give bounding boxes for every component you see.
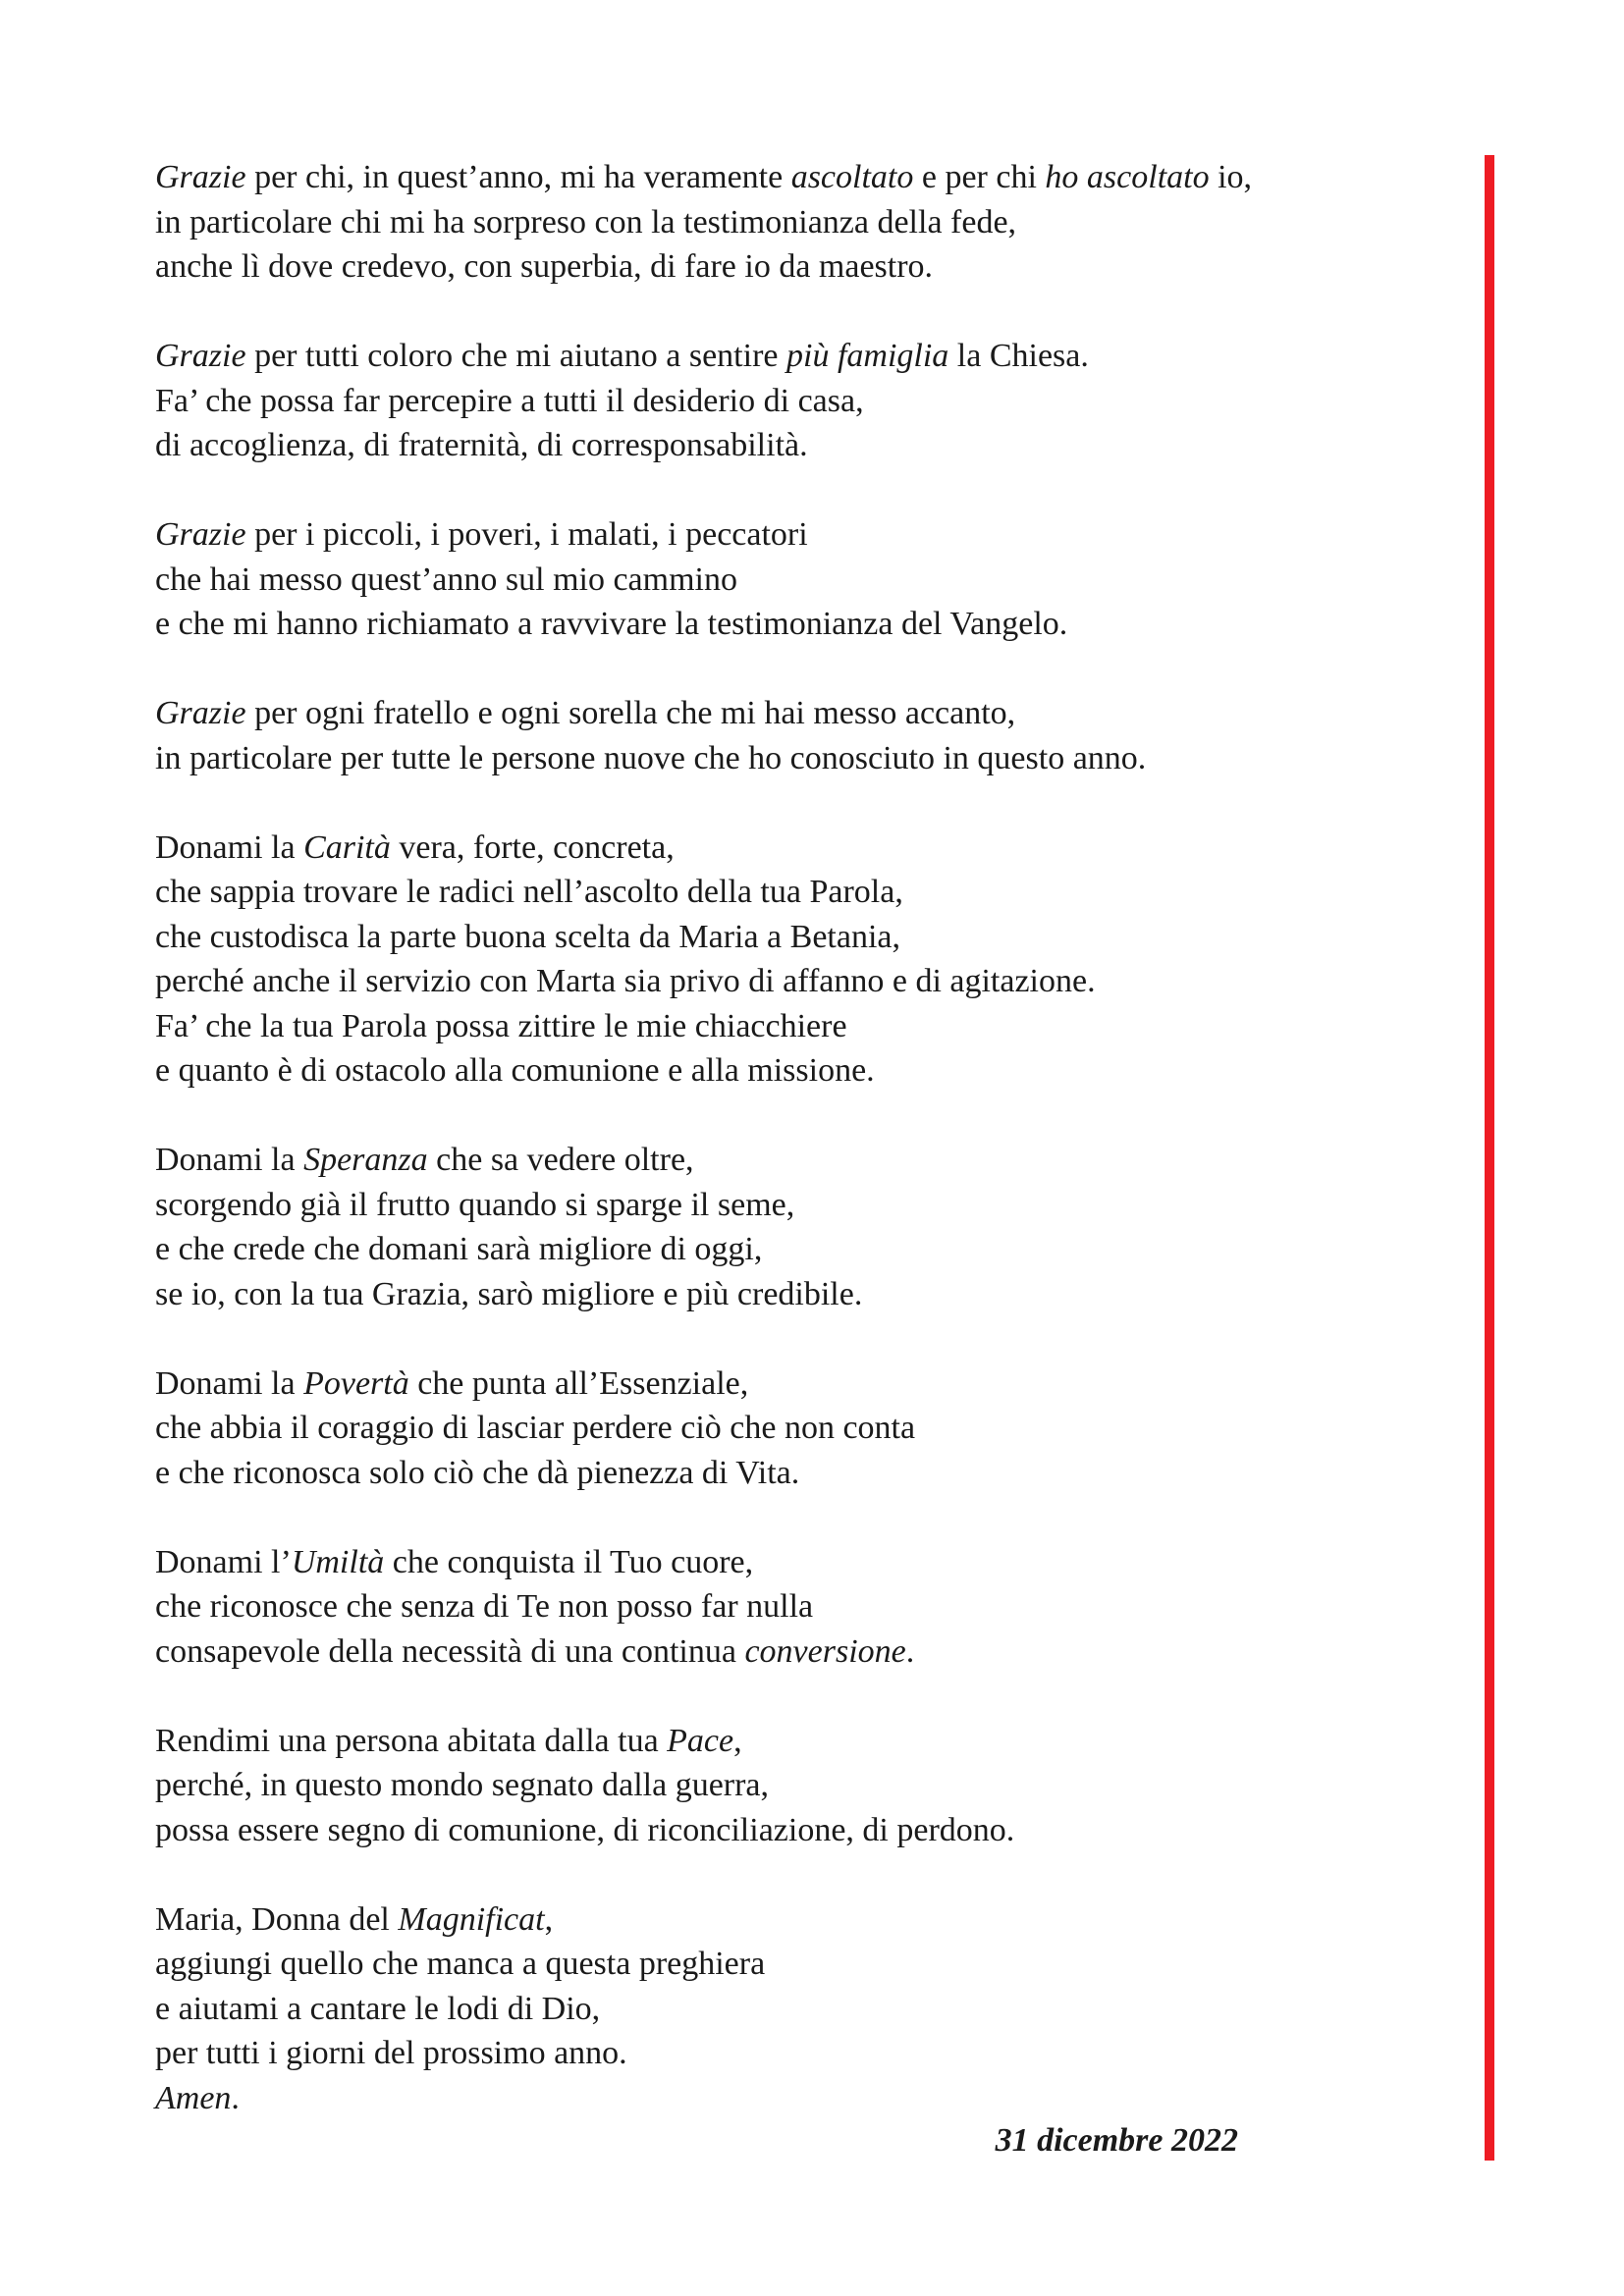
verse-line: [155, 691, 1432, 736]
verse-line: [155, 1138, 1432, 1183]
text-run: consapevole della necessità di una continua: [155, 1632, 745, 1670]
italic-run: Grazie: [155, 338, 246, 374]
verse-line: [155, 1406, 1432, 1451]
text-run: e che mi hanno richiamato a ravvivare la testimonianza del Vangelo.: [155, 606, 1068, 642]
text-run: che punta all’Essenziale,: [408, 1364, 749, 1402]
verse-line: [155, 1897, 1432, 1943]
italic-run: più famiglia: [786, 338, 949, 374]
text-run: anche lì dove credevo, con superbia, di fare io da maestro.: [155, 248, 934, 285]
italic-run: Grazie: [155, 516, 246, 553]
text-run: e aiutami a cantare le lodi di Dio,: [155, 1990, 601, 2027]
text-run: Fa’ che la tua Parola possa zittire le mie chiacchiere: [155, 1007, 847, 1044]
verse-line: [155, 1987, 1432, 2032]
italic-run: conversione: [744, 1632, 906, 1670]
text-run: aggiungi quello che manca a questa preghiera: [155, 1946, 766, 1982]
verse-line: [155, 1362, 1432, 1407]
italic-run: Umiltà: [291, 1543, 385, 1580]
text-run: Maria, Donna del: [155, 1900, 399, 1938]
verse-line: [155, 1227, 1432, 1272]
stanza: [155, 691, 1432, 780]
verse-line: [155, 1540, 1432, 1585]
stanza: [155, 1540, 1432, 1675]
verse-line: [155, 1451, 1432, 1496]
text-run: scorgendo già il frutto quando si sparge il seme,: [155, 1186, 795, 1223]
verse-line: [155, 2076, 1432, 2121]
verse-line: [155, 602, 1432, 647]
verse-line: [155, 826, 1432, 871]
verse-line: [155, 1272, 1432, 1317]
text-run: di accoglienza, di fraternità, di corresponsabilità.: [155, 427, 808, 463]
text-run: la Chiesa.: [948, 338, 1089, 374]
text-run: per ogni fratello e ogni sorella che mi hai messo accanto,: [245, 695, 1016, 731]
verse-line: [155, 1942, 1432, 1987]
verse-line: [155, 423, 1432, 468]
text-run: .: [905, 1632, 915, 1670]
text-run: che riconosce che senza di Te non posso far nulla: [155, 1588, 814, 1625]
verse-line: [155, 1763, 1432, 1808]
italic-run: Magnificat: [398, 1900, 545, 1938]
stanza: [155, 512, 1432, 647]
verse-line: [155, 2031, 1432, 2076]
text-run: per tutti i giorni del prossimo anno.: [155, 2035, 627, 2071]
text-run: per chi, in quest’anno, mi ha veramente: [245, 159, 791, 195]
verse-line: [155, 558, 1432, 603]
text-run: Rendimi una persona abitata dalla tua: [155, 1722, 668, 1759]
text-run: e che riconosca solo ciò che dà pienezza di Vita.: [155, 1454, 800, 1491]
verse-line: [155, 1004, 1432, 1049]
text-run: e per chi: [913, 159, 1046, 195]
stanza: [155, 1719, 1432, 1853]
verse-line: [155, 1808, 1432, 1853]
text-run: in particolare per tutte le persone nuove che ho conosciuto in questo anno.: [155, 739, 1147, 776]
italic-run: Amen: [155, 2079, 232, 2116]
italic-run: Povertà: [303, 1364, 409, 1402]
italic-run: ho ascoltato: [1045, 159, 1210, 195]
italic-run: Grazie: [155, 695, 246, 731]
verse-line: [155, 155, 1432, 200]
text-run: Donami la: [155, 828, 304, 866]
text-run: Donami la: [155, 1142, 304, 1178]
stanza: [155, 1362, 1432, 1496]
text-run: Donami l’: [155, 1543, 292, 1580]
text-run: per i piccoli, i poveri, i malati, i peccatori: [245, 516, 808, 553]
text-run: per tutti coloro che mi aiutano a sentire: [245, 338, 786, 374]
stanza: [155, 1138, 1432, 1316]
prayer-text: [155, 155, 1432, 2165]
italic-run: Carità: [303, 828, 391, 866]
text-run: in particolare chi mi ha sorpreso con la testimonianza della fede,: [155, 203, 1017, 240]
text-run: Donami la: [155, 1364, 304, 1402]
date-signature: 31 dicembre 2022: [995, 2122, 1238, 2159]
text-run: e quanto è di ostacolo alla comunione e alla missione.: [155, 1052, 875, 1089]
text-run: io,: [1209, 159, 1253, 195]
red-margin-bar: [1485, 155, 1494, 2161]
italic-run: Pace: [667, 1722, 734, 1759]
stanza: [155, 155, 1432, 290]
verse-line: [155, 959, 1432, 1004]
text-run: ,: [733, 1722, 742, 1759]
text-run: .: [231, 2079, 240, 2116]
text-run: che abbia il coraggio di lasciar perdere ciò che non conta: [155, 1410, 916, 1446]
text-run: che custodisca la parte buona scelta da Maria a Betania,: [155, 918, 900, 955]
verse-line: [155, 915, 1432, 960]
text-run: e che crede che domani sarà migliore di oggi,: [155, 1231, 763, 1267]
stanza: [155, 1897, 1432, 2121]
verse-line: [155, 512, 1432, 558]
verse-line: [155, 1629, 1432, 1675]
text-run: vera, forte, concreta,: [390, 828, 675, 866]
text-run: che sa vedere oltre,: [427, 1142, 694, 1178]
verse-line: [155, 1048, 1432, 1094]
text-run: possa essere segno di comunione, di riconciliazione, di perdono.: [155, 1811, 1015, 1848]
text-run: ,: [544, 1900, 554, 1938]
verse-line: [155, 1584, 1432, 1629]
verse-line: [155, 334, 1432, 379]
verse-line: [155, 244, 1432, 290]
verse-line: [155, 1719, 1432, 1764]
verse-line: [155, 200, 1432, 245]
stanza: [155, 826, 1432, 1094]
text-run: che conquista il Tuo cuore,: [384, 1543, 754, 1580]
italic-run: ascoltato: [790, 159, 914, 195]
text-run: perché anche il servizio con Marta sia privo di affanno e di agitazione.: [155, 963, 1096, 999]
italic-run: Grazie: [155, 159, 246, 195]
italic-run: Speranza: [303, 1142, 428, 1178]
text-run: perché, in questo mondo segnato dalla guerra,: [155, 1767, 770, 1803]
verse-line: [155, 736, 1432, 781]
text-run: che sappia trovare le radici nell’ascolto della tua Parola,: [155, 874, 903, 910]
text-run: Fa’ che possa far percepire a tutti il desiderio di casa,: [155, 382, 864, 419]
verse-line: [155, 379, 1432, 424]
stanza: [155, 334, 1432, 468]
text-run: che hai messo quest’anno sul mio cammino: [155, 561, 737, 598]
text-run: se io, con la tua Grazia, sarò migliore e più credibile.: [155, 1275, 863, 1312]
verse-line: [155, 870, 1432, 915]
verse-line: [155, 1183, 1432, 1228]
